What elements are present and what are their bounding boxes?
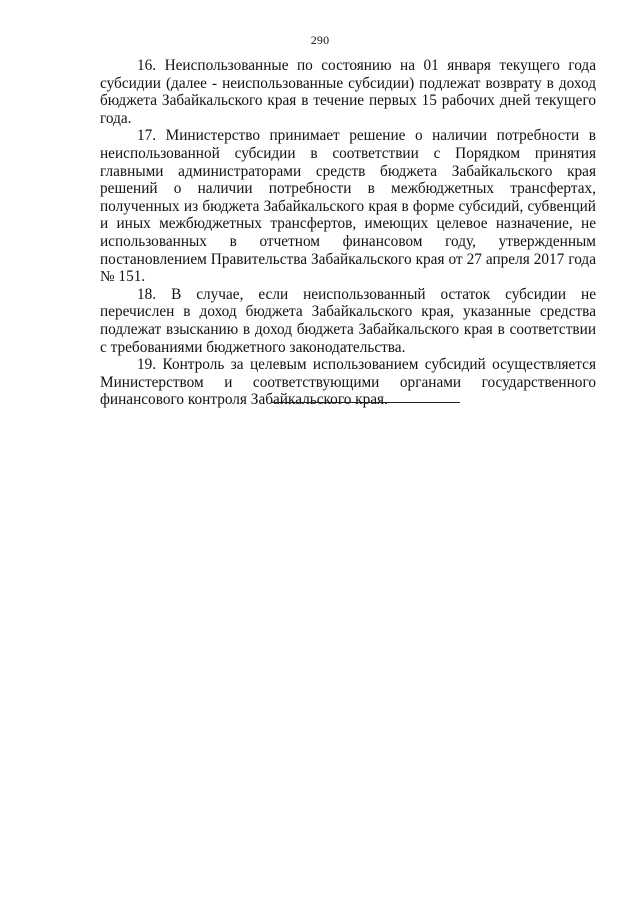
paragraph-17: 17. Министерство принимает решение о наличии потребности в неиспользованной субсидии в соответствии с Порядком принятия главными администраторами средств бюджета Забайкальского края решений о наличии потребности в межбюджетных трансфертах, полученных из бюджета Забайкальского края в форме субсидий, субвенций и иных межбюджетных трансфертов, имеющих целевое назначение, не использованных в отчетном финансовом году, утвержденным постановлением Правительства Забайкальского края от 27 апреля 2017 года № 151.	[100, 127, 596, 286]
document-body	[100, 57, 596, 409]
paragraph-19: 19. Контроль за целевым использованием субсидий осуществляется Министерством и соответствующими органами государственного финансового контроля Забайкальского края.	[100, 356, 596, 409]
page-number: 290	[310, 33, 330, 47]
end-divider	[272, 402, 460, 403]
paragraph-18: 18. В случае, если неиспользованный остаток субсидии не перечислен в доход бюджета Забайкальского края, указанные средства подлежат взысканию в доход бюджета Забайкальского края в соответствии с требованиями бюджетного законодательства.	[100, 285, 596, 356]
paragraph-16: 16. Неиспользованные по состоянию на 01 января текущего года субсидии (далее - неиспользованные субсидии) подлежат возврату в доход бюджета Забайкальского края в течение первых 15 рабочих дней текущего года.	[100, 57, 596, 127]
